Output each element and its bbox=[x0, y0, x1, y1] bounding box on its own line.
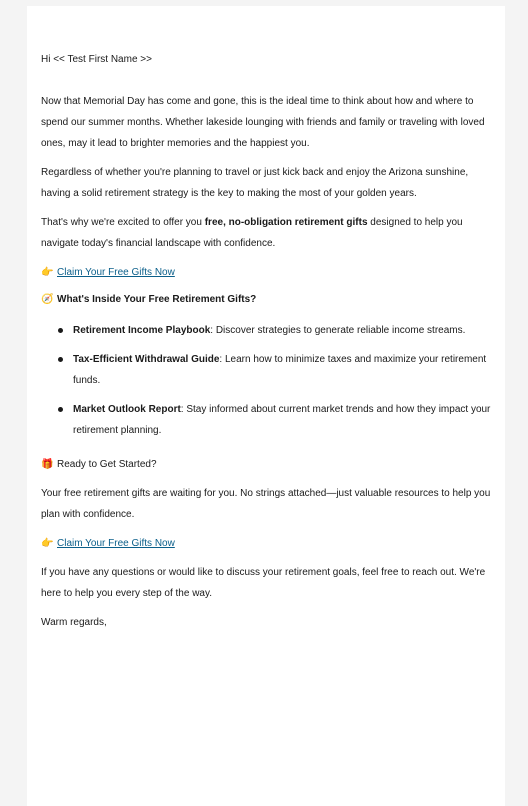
offer-suffix: designed to help you navigate today's financial landscape with confidence. bbox=[41, 217, 463, 249]
pointing-hand-icon: 👉 bbox=[41, 538, 54, 549]
compass-icon: 🧭 bbox=[41, 294, 54, 305]
cta-row-1 bbox=[41, 262, 493, 283]
gift-title: Retirement Income Playbook bbox=[73, 325, 211, 336]
whats-inside-heading: What's Inside Your Free Retirement Gifts? bbox=[57, 294, 257, 305]
gift-title: Tax-Efficient Withdrawal Guide bbox=[73, 354, 220, 365]
gift-desc: : Stay informed about current market trends and how they impact your retirement planning. bbox=[73, 404, 491, 436]
offer-prefix: That's why we're excited to offer you bbox=[41, 217, 205, 228]
gift-desc: : Discover strategies to generate reliable income streams. bbox=[210, 325, 466, 336]
cta-row-2 bbox=[41, 533, 493, 554]
bullet-dot bbox=[58, 407, 63, 412]
offer-bold: free, no-obligation retirement gifts bbox=[204, 217, 368, 228]
gift-desc: : Learn how to minimize taxes and maximize your retirement funds. bbox=[73, 354, 487, 386]
whats-inside-heading-row bbox=[41, 289, 493, 310]
offer-paragraph bbox=[41, 212, 493, 254]
signoff: Warm regards, bbox=[41, 617, 107, 628]
greeting: Hi << Test First Name >> bbox=[41, 54, 152, 65]
questions-paragraph: If you have any questions or would like to discuss your retirement goals, feel free to reach out. We're here to help you every step of the way. bbox=[41, 567, 486, 599]
gift-icon: 🎁 bbox=[41, 459, 54, 470]
email-card bbox=[27, 6, 505, 806]
bullet-dot bbox=[58, 357, 63, 362]
pointing-hand-icon: 👉 bbox=[41, 267, 54, 278]
strategy-paragraph: Regardless of whether you're planning to travel or just kick back and enjoy the Arizona sunshine, having a solid retirement strategy is the key to making the most of your golden years. bbox=[41, 167, 469, 199]
list-item bbox=[73, 320, 491, 341]
waiting-paragraph: Your free retirement gifts are waiting for you. No strings attached—just valuable resources to help you plan with confidence. bbox=[41, 488, 491, 520]
claim-gifts-link-1[interactable]: Claim Your Free Gifts Now bbox=[57, 267, 175, 278]
gift-title: Market Outlook Report bbox=[73, 404, 181, 415]
claim-gifts-link-2[interactable]: Claim Your Free Gifts Now bbox=[57, 538, 175, 549]
ready-heading-row bbox=[41, 454, 493, 475]
list-item bbox=[73, 399, 491, 441]
bullet-dot bbox=[58, 328, 63, 333]
list-item bbox=[73, 349, 491, 391]
ready-heading: Ready to Get Started? bbox=[57, 459, 157, 470]
intro-paragraph: Now that Memorial Day has come and gone, this is the ideal time to think about how and where to spend our summer months. Whether lakeside lounging with friends and family or traveling with loved ones, may it lead to brighter memories and the happiest you. bbox=[41, 96, 485, 149]
